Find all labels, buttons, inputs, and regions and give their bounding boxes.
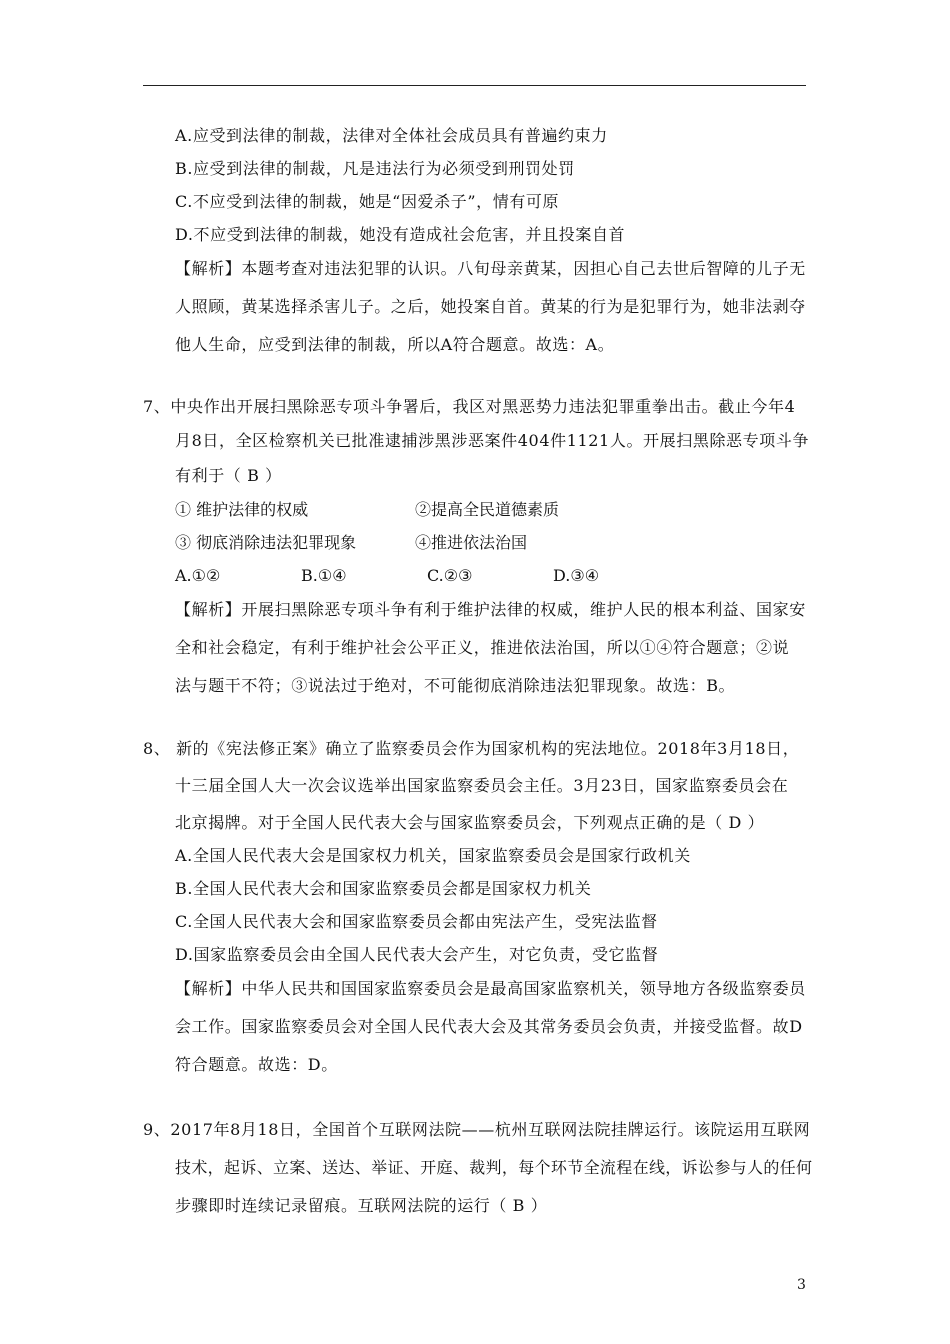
q7-analysis-line-2: 全和社会稳定，有利于维护社会公平正义，推进依法治国，所以①④符合题意；②说: [175, 638, 790, 657]
q7-stem-line-1: 7、中央作出开展扫黑除恶专项斗争署后，我区对黑恶势力违法犯罪重拳出击。截止今年4: [143, 397, 796, 416]
q8-stem-line-3: 北京揭牌。对于全国人民代表大会与国家监察委员会，下列观点正确的是（ D ）: [175, 813, 765, 832]
q7-option-c: C.②③: [427, 566, 473, 585]
q6-analysis-line-2: 人照顾，黄某选择杀害儿子。之后，她投案自首。黄某的行为是犯罪行为，她非法剥夺: [175, 297, 806, 316]
q6-option-d: D.不应受到法律的制裁，她没有造成社会危害，并且投案自首: [175, 225, 626, 244]
q7-analysis-line-1: 【解析】开展扫黑除恶专项斗争有利于维护法律的权威，维护人民的根本利益、国家安: [175, 600, 806, 619]
q8-option-a: A.全国人民代表大会是国家权力机关，国家监察委员会是国家行政机关: [175, 846, 691, 865]
page-number: 3: [797, 1277, 806, 1293]
header-rule: [143, 85, 806, 86]
q8-option-c: C.全国人民代表大会和国家监察委员会都由宪法产生，受宪法监督: [175, 912, 658, 931]
q7-option-d: D.③④: [553, 566, 600, 585]
q6-option-a: A.应受到法律的制裁，法律对全体社会成员具有普遍约束力: [175, 126, 608, 145]
q7-stem-line-2: 月8日，全区检察机关已批准逮捕涉黑涉恶案件404件1121人。开展扫黑除恶专项斗争: [175, 431, 810, 450]
q9-stem-line-2: 技术，起诉、立案、送达、举证、开庭、裁判，每个环节全流程在线，诉讼参与人的任何: [175, 1158, 813, 1177]
q8-analysis-line-3: 符合题意。故选：D。: [175, 1055, 338, 1074]
q6-option-c: C.不应受到法律的制裁，她是“因爱杀子”，情有可原: [175, 192, 560, 211]
q7-item-2: ②提高全民道德素质: [415, 500, 560, 519]
q8-stem-line-2: 十三届全国人大一次会议选举出国家监察委员会主任。3月23日，国家监察委员会在: [175, 776, 789, 795]
q8-analysis-line-1: 【解析】中华人民共和国国家监察委员会是最高国家监察机关，领导地方各级监察委员: [175, 979, 806, 998]
q7-analysis-line-3: 法与题干不符；③说法过于绝对，不可能彻底消除违法犯罪现象。故选：B。: [175, 676, 736, 695]
q7-item-4: ④推进依法治国: [415, 533, 528, 552]
q6-option-b: B.应受到法律的制裁，凡是违法行为必须受到刑罚处罚: [175, 159, 575, 178]
q7-item-3: ③ 彻底消除违法犯罪现象: [175, 533, 357, 552]
q7-option-a: A.①②: [175, 566, 221, 585]
q7-item-1: ① 维护法律的权威: [175, 500, 309, 519]
q6-analysis-line-1: 【解析】本题考查对违法犯罪的认识。八旬母亲黄某，因担心自己去世后智障的儿子无: [175, 259, 806, 278]
q7-option-b: B.①④: [301, 566, 347, 585]
q8-stem-line-1: 8、 新的《宪法修正案》确立了监察委员会作为国家机构的宪法地位。2018年3月18日，: [143, 739, 800, 758]
q7-stem-line-3: 有利于（ B ）: [175, 466, 282, 485]
q6-analysis-line-3: 他人生命，应受到法律的制裁，所以A符合题意。故选：A。: [175, 335, 615, 354]
q8-option-b: B.全国人民代表大会和国家监察委员会都是国家权力机关: [175, 879, 592, 898]
q9-stem-line-3: 步骤即时连续记录留痕。互联网法院的运行（ B ）: [175, 1196, 548, 1215]
q9-stem-line-1: 9、2017年8月18日，全国首个互联网法院——杭州互联网法院挂牌运行。该院运用互联网: [143, 1120, 811, 1139]
q8-analysis-line-2: 会工作。国家监察委员会对全国人民代表大会及其常务委员会负责，并接受监督。故D: [175, 1017, 803, 1036]
q8-option-d: D.国家监察委员会由全国人民代表大会产生，对它负责，受它监督: [175, 945, 659, 964]
